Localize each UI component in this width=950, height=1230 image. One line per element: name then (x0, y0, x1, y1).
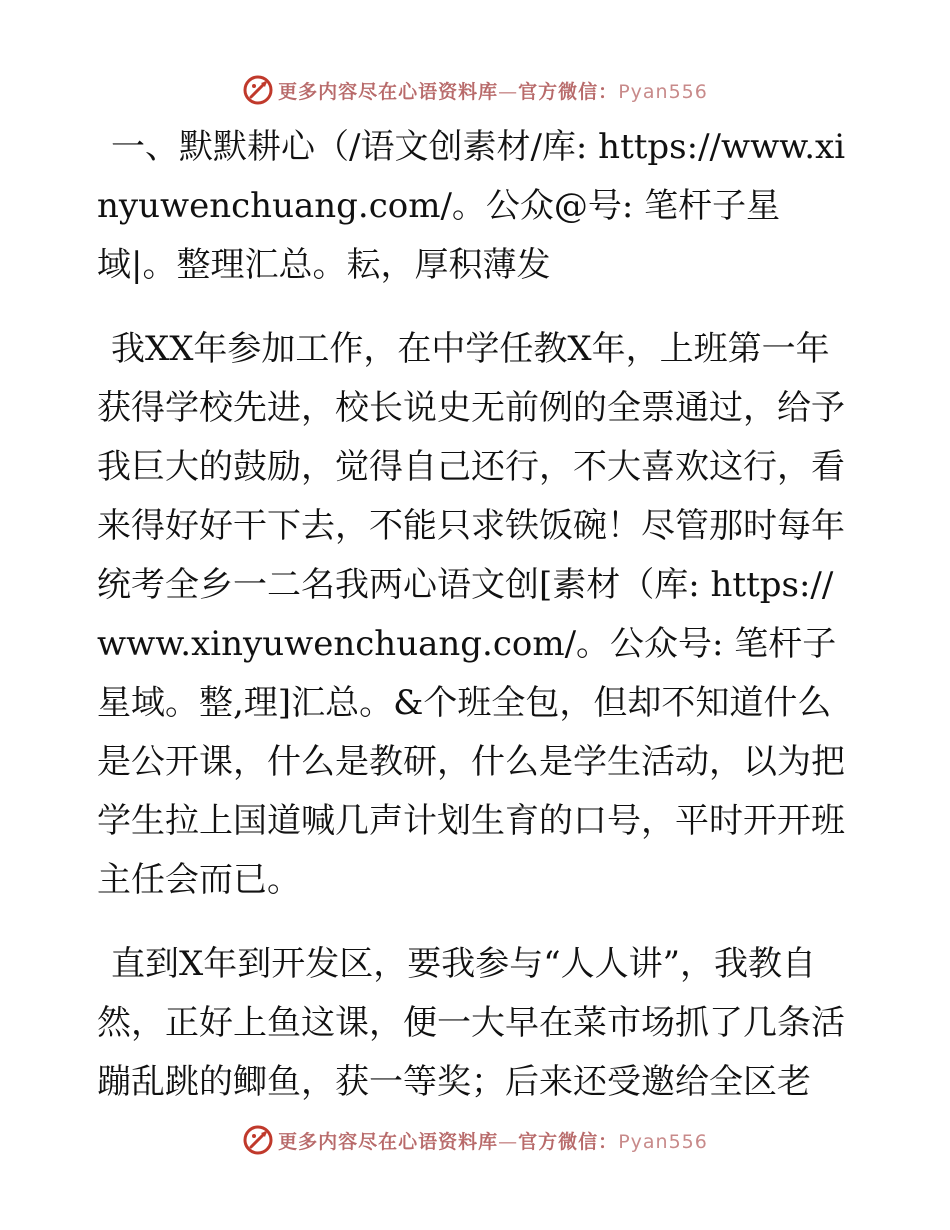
paragraph-2: 我XX年参加工作，在中学任教X年，上班第一年获得学校先进，校长说史无前例的全票通过，给予我巨大的鼓励，觉得自己还行，不大喜欢这行，看来得好好干下去，不能只求铁饭碗！尽管那时每年统考全乡一二名我两心语文创[素材（库: https://www.xinyuwenchuang.com/。公众号: 笔杆子星域。整,理]汇总。&个班全包，但却不知道什么是公开课，什么是教研，什么是学生活动，以为把学生拉上国道喊几声计划生育的口号，平时开开班主任会而已。 (97, 329, 845, 900)
watermark-dash: — (498, 80, 519, 103)
header-watermark (0, 70, 950, 110)
paragraph-1: 一、默默耕心（/语文创素材/库: https://www.xinyuwenchuang.com/。公众@号: 笔杆子星域|。整理汇总。耘，厚积薄发 (97, 127, 846, 285)
watermark-wechat-id: Pyan556 (618, 80, 708, 103)
watermark-official: 官方微信： (518, 1130, 619, 1153)
watermark-wechat-id: Pyan556 (618, 1130, 708, 1153)
watermark-cn: 更多内容尽在心语资料库 (278, 80, 499, 103)
watermark-text (278, 1127, 708, 1154)
watermark-dash: — (498, 1130, 519, 1153)
footer-watermark (0, 1120, 950, 1160)
watermark-cn: 更多内容尽在心语资料库 (278, 1130, 499, 1153)
quill-logo-icon (242, 74, 274, 106)
watermark-text (278, 77, 708, 104)
paragraph-3: 直到X年到开发区，要我参与“人人讲”，我教自然，正好上鱼这课，便一大早在菜市场抓了几条活蹦乱跳的鲫鱼，获一等奖；后来还受邀给全区老 (97, 944, 845, 1102)
quill-logo-icon (242, 1124, 274, 1156)
watermark-official: 官方微信： (518, 80, 619, 103)
document-body (97, 118, 853, 1137)
